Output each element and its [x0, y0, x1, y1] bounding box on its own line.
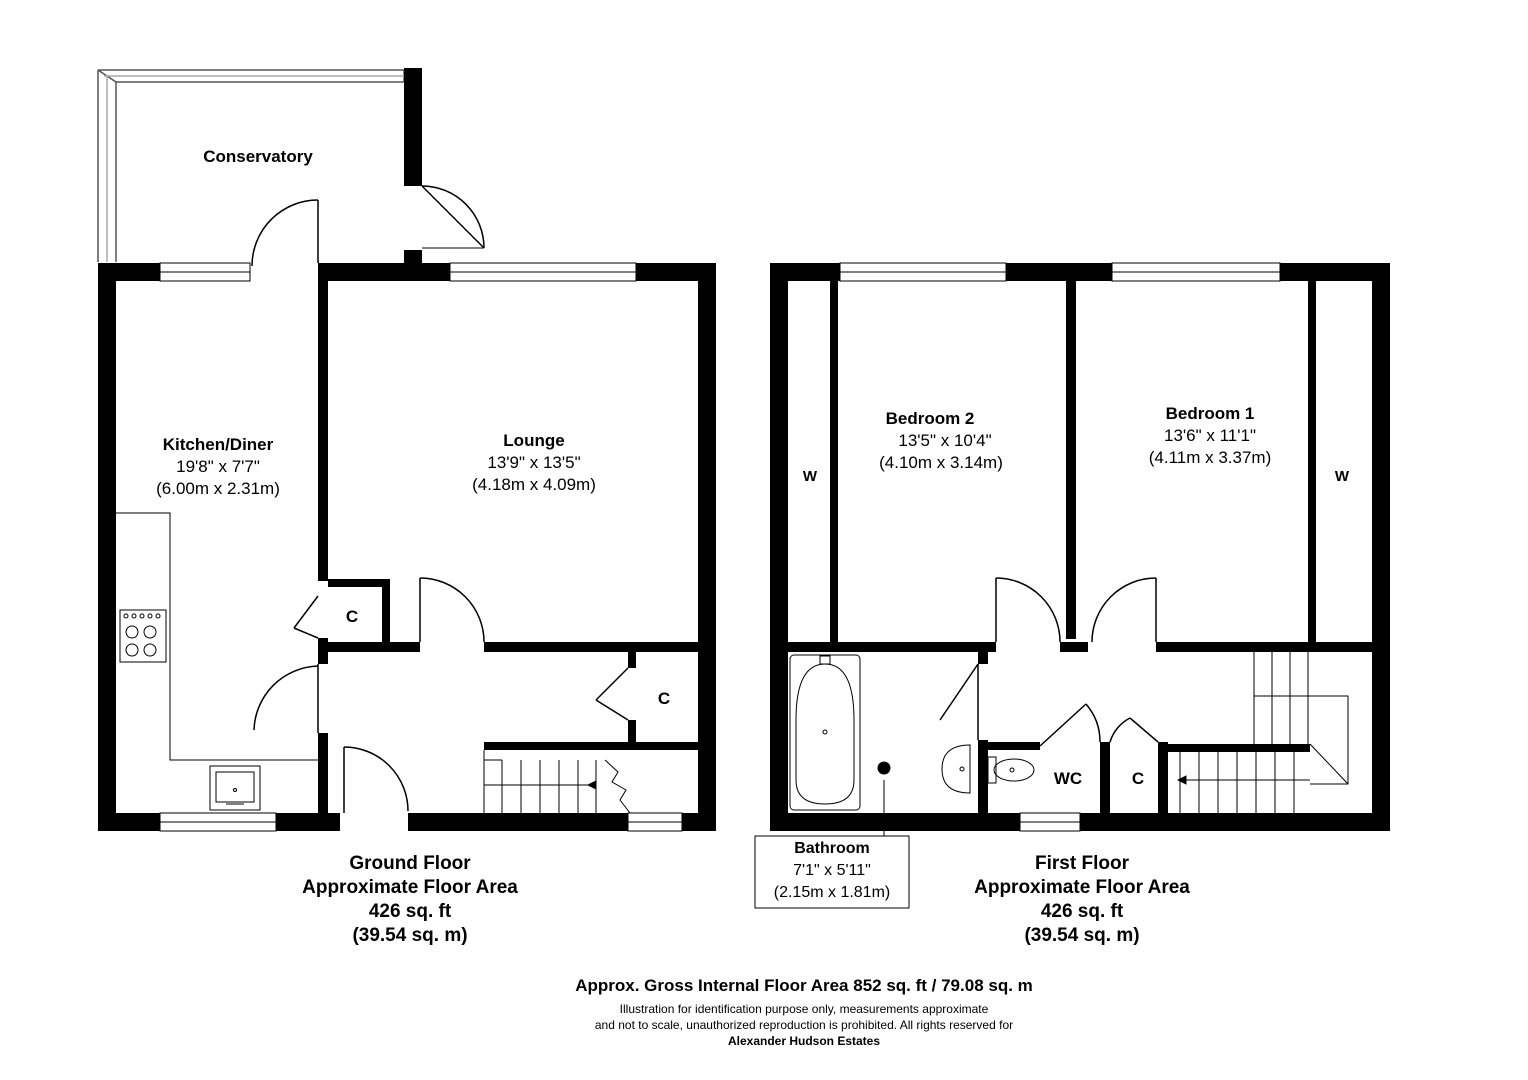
bedroom1-name: Bedroom 1: [1165, 404, 1255, 423]
ground-floor-stairs: [484, 750, 630, 813]
first-floor-sqft: 426 sq. ft: [1040, 901, 1124, 922]
bedroom2-name: Bedroom 2: [885, 409, 975, 428]
wardrobe-mark-right: W: [1334, 468, 1350, 485]
cupboard-mark-hall: C: [345, 607, 359, 626]
first-floor-stairs: [1178, 652, 1348, 813]
bathroom-label: [756, 838, 908, 904]
bedroom1-metric: (4.11m x 3.37m): [1148, 448, 1272, 467]
first-floor-plan: [755, 263, 1390, 908]
kitchen-name: Kitchen/Diner: [162, 435, 274, 454]
disclaimer-line-2: and not to scale, unauthorized reproduction is prohibited. All rights reserved for: [594, 1018, 1014, 1032]
cupboard-mark-landing: C: [1131, 769, 1145, 788]
ground-floor-area-label: Approximate Floor Area: [302, 877, 518, 898]
conservatory-label: [188, 146, 328, 168]
ground-floor-sqm: (39.54 sq. m): [352, 925, 468, 946]
wardrobe-mark-left: W: [802, 468, 818, 485]
first-floor-summary: [932, 852, 1232, 948]
bathroom-imperial: 7'1" x 5'11": [793, 862, 871, 879]
conservatory-door: [422, 186, 484, 248]
first-floor-title: First Floor: [1035, 853, 1129, 874]
conservatory-wall-stub: [404, 250, 422, 264]
ground-floor-summary: [260, 852, 560, 948]
bath-icon: [790, 655, 860, 810]
wc-label: [1044, 768, 1092, 790]
bedroom2-imperial: 13'5" x 10'4": [898, 431, 992, 450]
bathroom-name: Bathroom: [794, 840, 870, 857]
ground-floor-sqft: 426 sq. ft: [368, 901, 452, 922]
first-floor-doors: [940, 578, 1158, 746]
kitchen-worktop: [116, 513, 318, 810]
bedroom2-metric: (4.10m x 3.14m): [879, 453, 1003, 472]
lounge-name: Lounge: [503, 431, 565, 450]
first-floor-sqm: (39.54 sq. m): [1024, 925, 1140, 946]
wc-name: WC: [1053, 769, 1083, 788]
bedroom1-imperial: 13'6" x 11'1": [1164, 426, 1256, 445]
bedroom1-label: [1120, 403, 1300, 469]
lounge-imperial: 13'9" x 13'5": [487, 453, 581, 472]
first-floor-walls: [770, 263, 1390, 831]
lounge-metric: (4.18m x 4.09m): [472, 475, 596, 494]
toilet-icon: [988, 757, 996, 783]
kitchen-imperial: 19'8" x 7'7": [176, 457, 260, 476]
company-name: Alexander Hudson Estates: [727, 1034, 881, 1048]
bathroom-metric: (2.15m x 1.81m): [773, 884, 891, 901]
cupboard-mark-right: C: [657, 689, 671, 708]
kitchen-label: [128, 434, 308, 500]
ground-floor-title: Ground Floor: [349, 853, 471, 874]
conservatory-wall: [404, 68, 422, 186]
bedroom2-label: [840, 408, 1020, 474]
disclaimer-line-1: Illustration for identification purpose only, measurements approximate: [619, 1002, 989, 1016]
gross-area: Approx. Gross Internal Floor Area 852 sq. ft / 79.08 sq. m: [575, 976, 1033, 995]
ground-floor-walls: [98, 263, 716, 831]
lounge-label: [444, 430, 624, 496]
shower-drain-icon: [878, 762, 890, 774]
kitchen-metric: (6.00m x 2.31m): [156, 479, 280, 498]
conservatory-name: Conservatory: [203, 147, 313, 166]
basin-icon: [942, 745, 970, 793]
ground-floor-doors: [252, 200, 628, 813]
first-floor-area-label: Approximate Floor Area: [974, 877, 1190, 898]
